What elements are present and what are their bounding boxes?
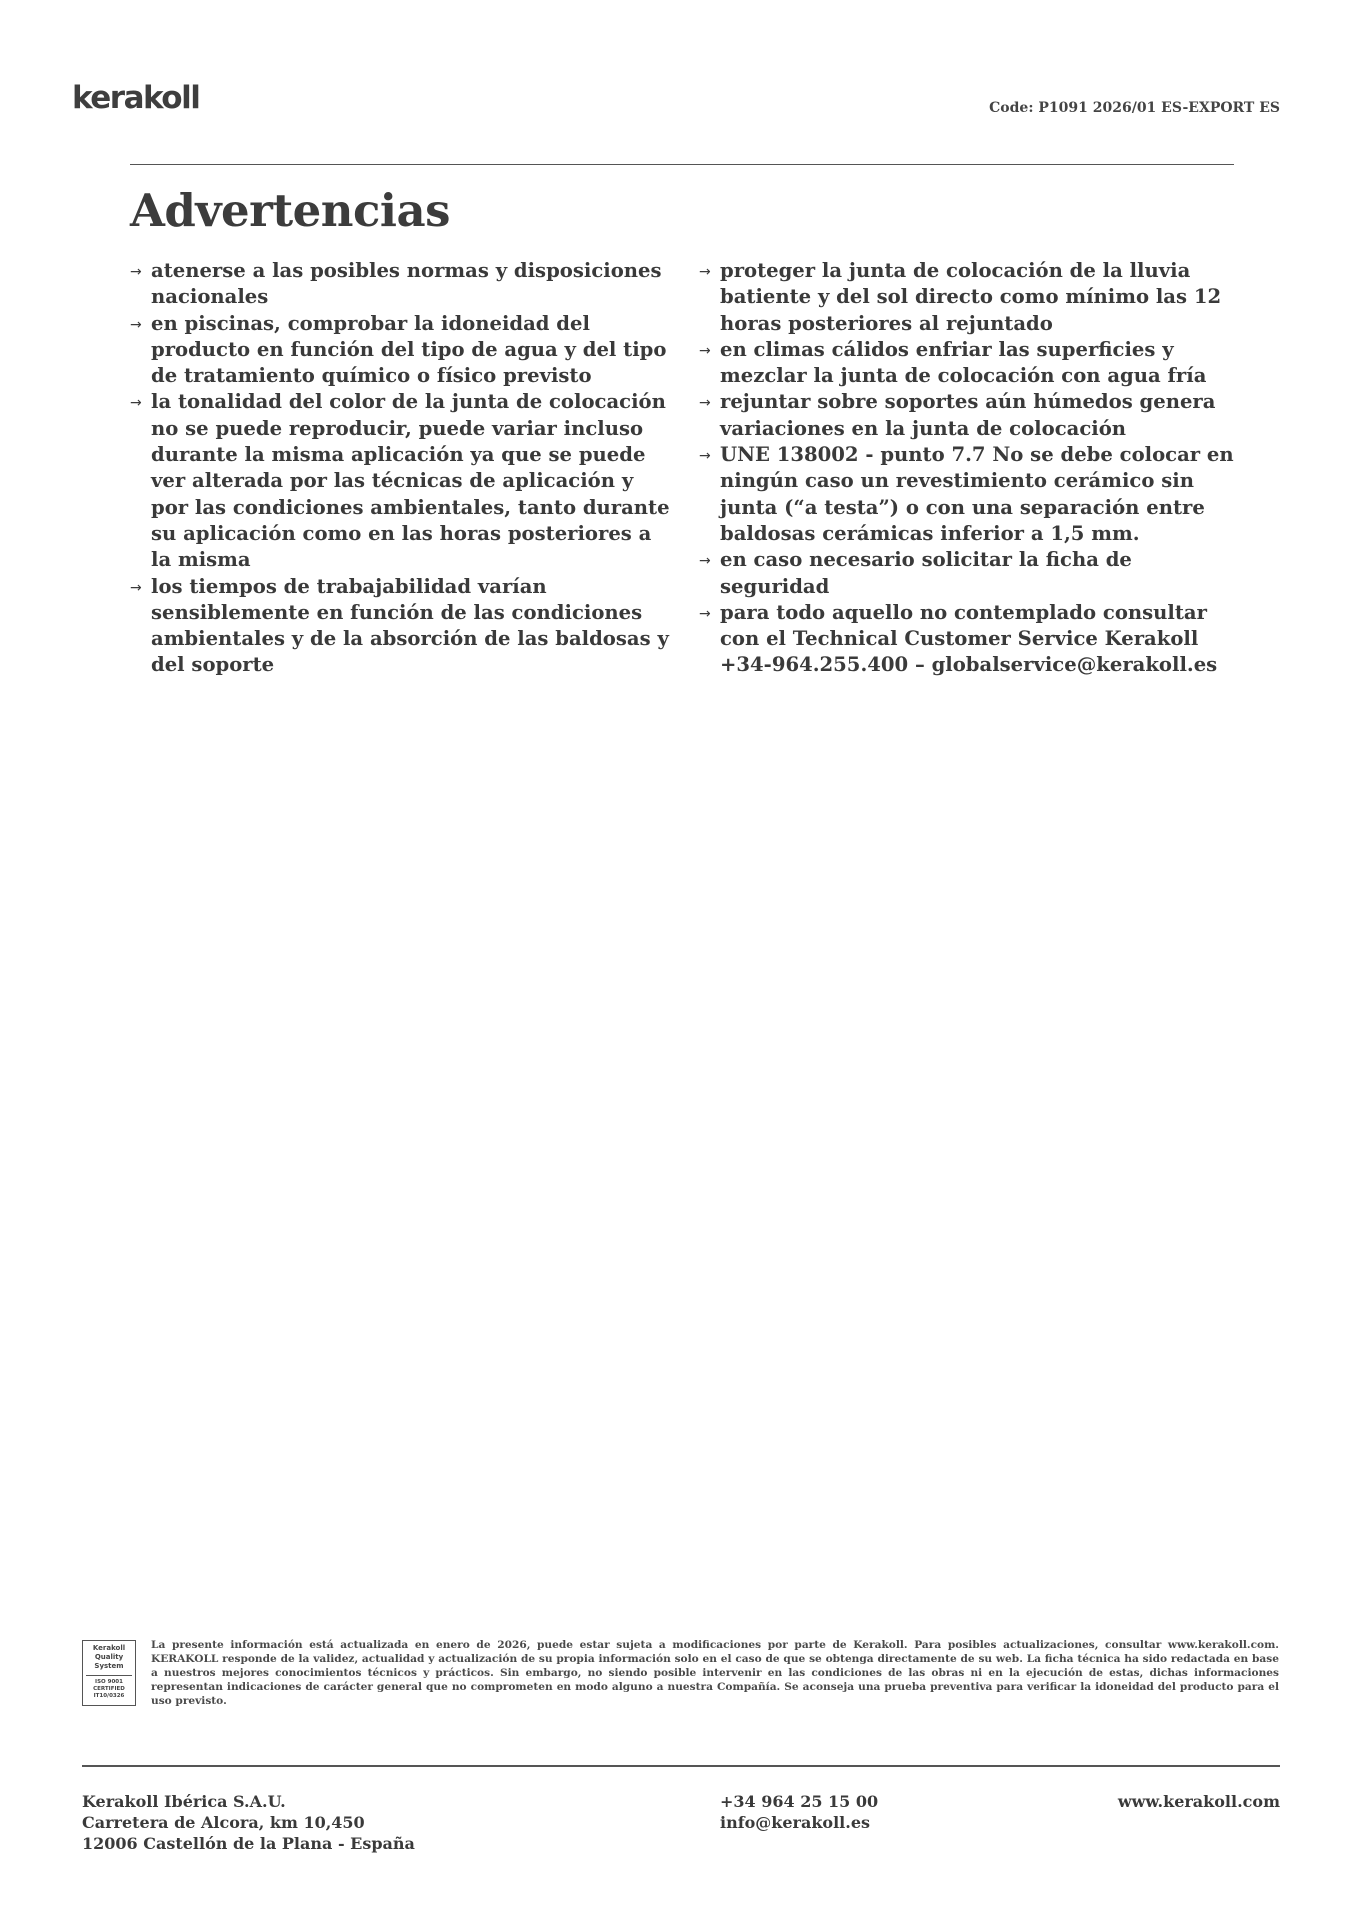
- list-item-text: rejuntar sobre soportes aún húmedos genera variaciones en la junta de colocación: [720, 390, 1216, 440]
- footer-divider: [82, 1765, 1280, 1767]
- legal-disclaimer: La presente información está actualizada en enero de 2026, puede estar sujeta a modificaciones por parte de Kerakoll. Para posibles actualizaciones, consultar www.kerakoll.com. KERAKOLL responde de la validez, actualidad y actualización de su propia información solo en el caso de que se obtenga directamente de su web. La ficha técnica ha sido redactada en base a nuestros mejores conocimientos técnicos y prácticos. Sin embargo, no siendo posible intervenir en las condiciones de las obras ni en la ejecución de estas, dichas informaciones representan indicaciones de carácter general que no comprometen en modo alguno a nuestra Compañía. Se aconseja una prueba preventiva para verificar la idoneidad del producto para el uso previsto.: [151, 1639, 1279, 1707]
- arrow-right-icon: →: [699, 553, 711, 570]
- address-line: Carretera de Alcora, km 10,450: [82, 1813, 365, 1832]
- list-item-text: atenerse a las posibles normas y disposiciones nacionales: [151, 259, 662, 309]
- arrow-right-icon: →: [699, 342, 711, 359]
- arrow-right-icon: →: [699, 264, 711, 280]
- footer-address: [82, 1791, 415, 1854]
- list-item-text: proteger la junta de colocación de la lluvia batiente y del sol directo como mínimo las 12 horas posteriores al rejuntado: [720, 259, 1222, 335]
- list-item: [130, 311, 675, 390]
- list-item: [130, 389, 675, 573]
- cert-line: Quality: [94, 1653, 124, 1661]
- list-item-text: los tiempos de trabajabilidad varían sensiblemente en función de las condiciones ambientales y de la absorción de las baldosas y del soporte: [151, 574, 669, 677]
- document-code: Code: P1091 2026/01 ES-EXPORT ES: [989, 100, 1280, 116]
- cert-line: CERTIFIED: [93, 1686, 125, 1692]
- arrow-right-icon: →: [130, 579, 142, 596]
- list-item-text: para todo aquello no contemplado consultar con el Technical Customer Service Kerakoll +34-964.255.400 – globalservice@kerakoll.es: [720, 600, 1218, 677]
- cert-line: System: [94, 1662, 124, 1670]
- arrow-right-icon: →: [699, 395, 711, 412]
- arrow-right-icon: →: [699, 605, 711, 622]
- quality-certification-badge: [82, 1640, 136, 1706]
- list-item: [699, 600, 1244, 679]
- list-item: [699, 547, 1244, 600]
- list-item: [699, 337, 1244, 390]
- warnings-list-right: [699, 258, 1244, 679]
- website-link[interactable]: www.kerakoll.com: [1117, 1792, 1280, 1811]
- cert-line: IT10/0326: [93, 1693, 125, 1699]
- address-line: 12006 Castellón de la Plana - España: [82, 1834, 415, 1853]
- kerakoll-logo: kerakoll: [72, 80, 200, 116]
- phone-number: +34 964 25 15 00: [720, 1792, 879, 1811]
- list-item-text: en caso necesario solicitar la ficha de seguridad: [720, 548, 1132, 598]
- arrow-right-icon: →: [130, 264, 142, 280]
- cert-line: ISO 9001: [95, 1679, 123, 1685]
- email-link[interactable]: info@kerakoll.es: [720, 1813, 870, 1832]
- list-item: [130, 574, 675, 679]
- list-item-text: UNE 138002 - punto 7.7 No se debe colocar en ningún caso un revestimiento cerámico sin junta (“a testa”) o con una separación entre baldosas cerámicas inferior a 1,5 mm.: [720, 443, 1234, 545]
- list-item-text: la tonalidad del color de la junta de colocación no se puede reproducir, puede variar incluso durante la misma aplicación ya que se puede ver alterada por las técnicas de aplicación y por las condiciones ambientales, tanto durante su aplicación como en las horas posteriores a la misma: [151, 390, 670, 572]
- header-divider: [130, 164, 1234, 165]
- section-title: Advertencias: [130, 184, 450, 237]
- arrow-right-icon: →: [130, 316, 142, 333]
- footer-website: [1118, 1791, 1280, 1812]
- list-item: [699, 389, 1244, 442]
- list-item: [699, 258, 1244, 337]
- list-item: [699, 442, 1244, 547]
- list-item-text: en piscinas, comprobar la idoneidad del producto en función del tipo de agua y del tipo de tratamiento químico o físico previsto: [151, 311, 667, 388]
- arrow-right-icon: →: [130, 395, 142, 412]
- warnings-list-left: [130, 258, 675, 679]
- list-item: [130, 258, 675, 311]
- list-item-text: en climas cálidos enfriar las superficies y mezclar la junta de colocación con agua fría: [720, 337, 1207, 388]
- company-name: Kerakoll Ibérica S.A.U.: [82, 1792, 286, 1811]
- cert-line: Kerakoll: [92, 1644, 126, 1652]
- arrow-right-icon: →: [699, 448, 711, 465]
- footer-contact: [720, 1791, 878, 1833]
